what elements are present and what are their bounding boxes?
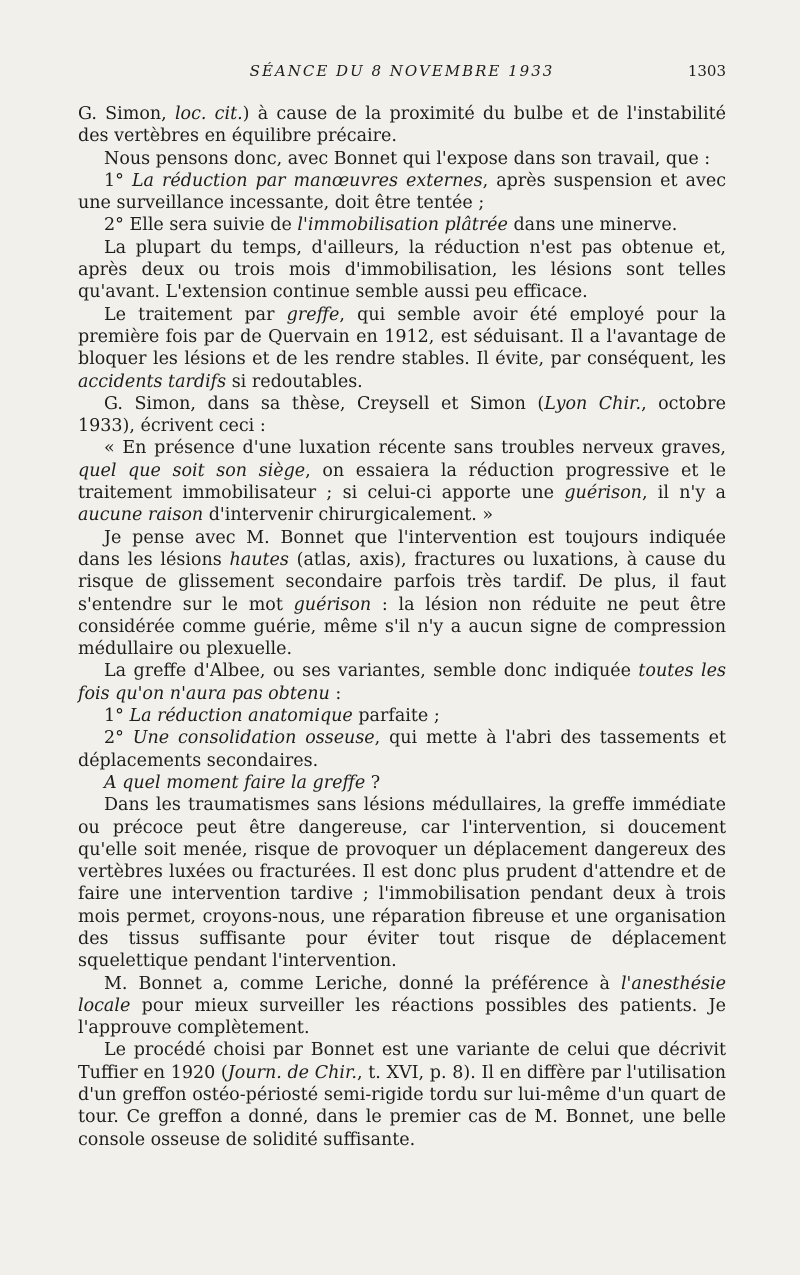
paragraph	[78, 660, 726, 705]
page-number: 1303	[687, 62, 726, 80]
text-run: , on essaiera la réduction progressive et le traitement immobilisateur ; si celui-ci apporte une	[78, 460, 726, 504]
text-run: , qui mette à l'abri des tassements et déplacements secondaires.	[78, 728, 726, 771]
paragraph	[78, 214, 726, 236]
text-run: (atlas, axis), fractures ou luxations, à cause du risque de glissement secondaire parfois très tardif. De plus, il faut s'entendre sur le mot	[78, 549, 726, 615]
paragraph	[78, 304, 726, 393]
paragraph	[78, 170, 726, 215]
italic-text: aucune raison	[78, 505, 204, 526]
paragraph	[78, 148, 726, 170]
text-run: , qui semble avoir été employé pour la première fois par de Quervain en 1912, est séduisant. Il a l'avantage de bloquer les lésions et de les rendre stables. Il évite, par conséquent, les	[78, 304, 726, 370]
italic-text: greffe	[286, 304, 340, 325]
running-head	[78, 62, 726, 86]
paragraph	[78, 437, 726, 526]
italic-text: l'anesthésie locale	[78, 973, 726, 1016]
text-run: dans une minerve.	[507, 215, 678, 236]
italic-text: Journ. de Chir.	[227, 1062, 357, 1083]
text-run: ?	[365, 772, 381, 793]
text-run: 2°	[104, 728, 133, 749]
text-run: pour mieux surveiller les réactions possibles des patients. Je l'approuve complètement.	[78, 995, 726, 1039]
text-run: , octobre 1933), écrivent ceci :	[78, 393, 726, 437]
italic-text: accidents tardifs	[78, 371, 227, 392]
paragraph	[78, 794, 726, 972]
italic-text: l'immobilisation plâtrée	[297, 215, 508, 236]
text-run: 2° Elle sera suivie de	[104, 215, 298, 236]
text-run: M. Bonnet a, comme Leriche, donné la préférence à	[104, 973, 621, 994]
italic-text: quel que soit son siège	[78, 460, 306, 481]
text-run: , t. XVI, p. 8). Il en diffère par l'utilisation d'un greffon ostéo-périosté semi-rigide tordu sur lui-même d'un quart de tour. Ce greffon a donné, dans le premier cas de M. Bonnet, une belle console osseuse de solidité suffisante.	[78, 1062, 727, 1150]
italic-text: Lyon Chir.	[544, 393, 642, 414]
text-run: « En présence d'une luxation récente sans troubles nerveux graves,	[104, 438, 726, 459]
text-run: Nous pensons donc, avec Bonnet qui l'expose dans son travail, que :	[104, 148, 711, 169]
italic-text: Une consolidation osseuse	[132, 728, 375, 749]
text-run: Le procédé choisi par Bonnet est une variante de celui que décrivit Tuffier en 1920 (	[78, 1040, 726, 1083]
italic-text: loc. cit.	[174, 104, 243, 124]
paragraph	[78, 705, 726, 727]
italic-text: La réduction par manœuvres externes	[131, 170, 483, 191]
italic-text: guérison	[293, 594, 372, 615]
paragraph	[78, 527, 726, 661]
text-run: La plupart du temps, d'ailleurs, la réduction n'est pas obtenue et, après deux ou trois mois d'immobilisation, les lésions sont telles qu'avant. L'extension continue semble aussi peu efficace.	[78, 237, 726, 303]
italic-text: A quel moment faire la greffe	[104, 772, 366, 793]
paragraph	[78, 103, 726, 148]
text-run: :	[329, 683, 342, 704]
text-run: 1°	[104, 706, 130, 727]
text-run: Je pense avec M. Bonnet que l'intervention est toujours indiquée dans les lésions	[78, 527, 726, 570]
paragraph	[78, 237, 726, 304]
italic-text: toutes les fois qu'on n'aura pas obtenu	[78, 661, 726, 704]
text-run: Le traitement par	[104, 304, 287, 325]
text-run: parfaite ;	[352, 706, 440, 727]
text-run: G. Simon,	[78, 104, 175, 124]
text-run: Dans les traumatismes sans lésions médullaires, la greffe immédiate ou précoce peut être dangereuse, car l'intervention, si doucement qu'elle soit menée, risque de provoquer un déplacement dangereux des vertèbres luxées ou fracturées. Il est donc plus prudent d'attendre et de faire une intervention tardive ; l'immobilisation pendant deux à trois mois permet, croyons-nous, une réparation fibreuse et une organisation des tissus suffisante pour éviter tout risque de déplacement squelettique pendant l'intervention.	[78, 795, 726, 972]
text-run: d'intervenir chirurgicalement. »	[203, 505, 494, 526]
text-run: 1°	[104, 170, 132, 191]
text-run: G. Simon, dans sa thèse, Creysell et Simon (	[104, 393, 545, 414]
body-text	[78, 103, 726, 1151]
text-run: , après suspension et avec une surveillance incessante, doit être tentée ;	[78, 170, 727, 214]
text-run: : la lésion non réduite ne peut être considérée comme guérie, même s'il n'y a aucun signe de compression médullaire ou plexuelle.	[78, 594, 726, 660]
italic-text: guérison	[564, 483, 642, 504]
paragraph	[78, 393, 726, 438]
paragraph	[78, 973, 726, 1040]
running-title: SÉANCE DU 8 NOVEMBRE 1933	[249, 62, 555, 80]
paragraph	[78, 1039, 726, 1150]
text-run: , il n'y a	[641, 483, 726, 504]
italic-text: La réduction anatomique	[129, 706, 353, 727]
text-run: La greffe d'Albee, ou ses variantes, semble donc indiquée	[104, 661, 639, 682]
paragraph	[78, 727, 726, 772]
text-run: si redoutables.	[226, 371, 363, 392]
paragraph	[78, 772, 726, 794]
italic-text: hautes	[229, 549, 289, 570]
text-run: ) à cause de la proximité du bulbe et de l'instabilité des vertèbres en équilibre précaire.	[78, 104, 727, 147]
